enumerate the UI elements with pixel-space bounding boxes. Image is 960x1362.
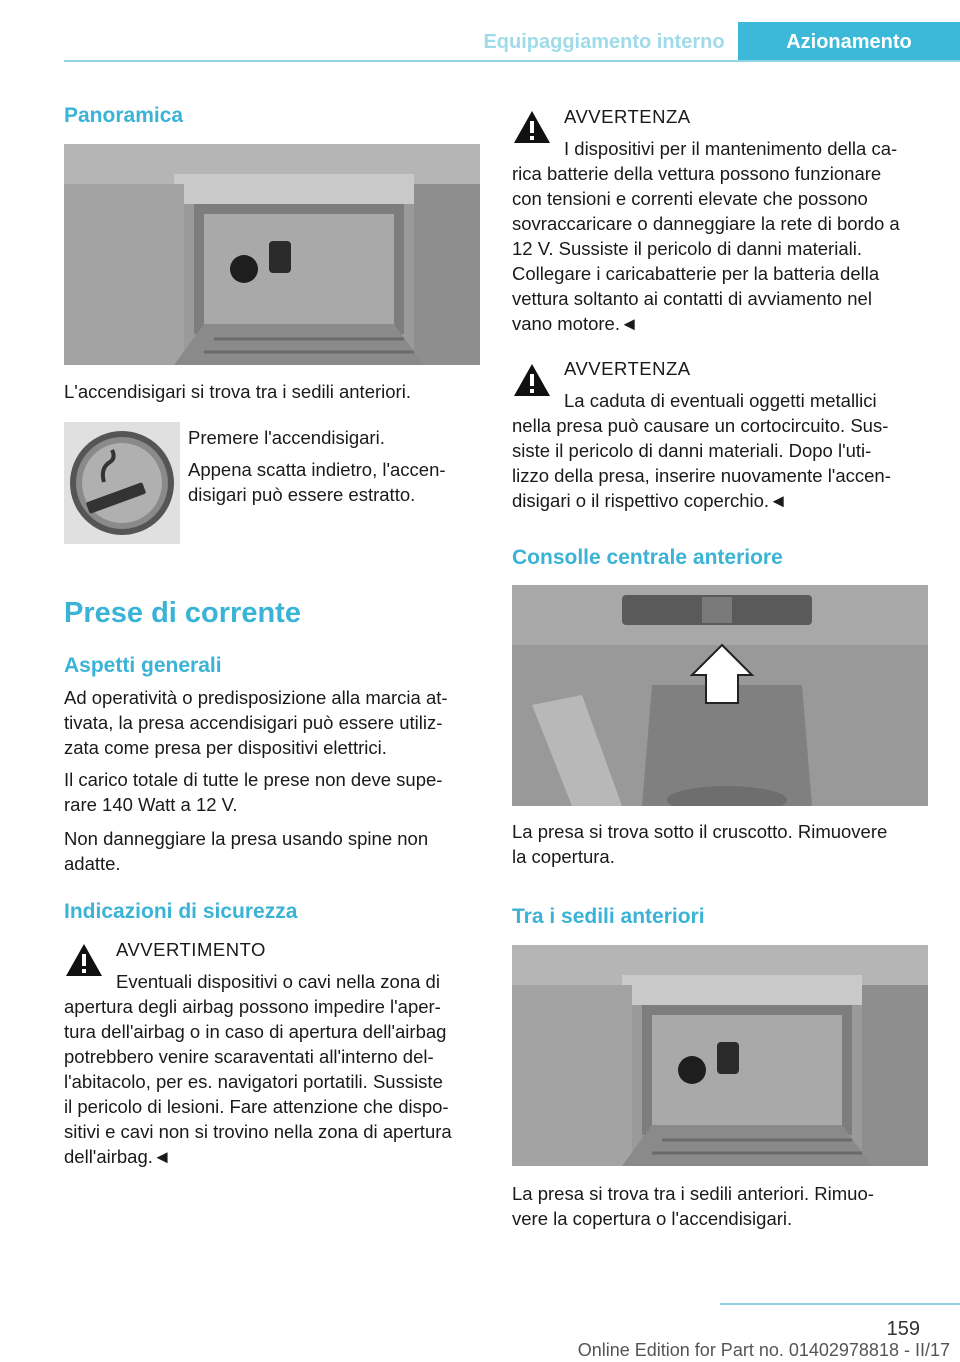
- header-bar: [470, 22, 960, 62]
- warning-3-first-line: La caduta di eventuali oggetti metallici: [564, 390, 877, 411]
- lighter-instruction-1: Premere l'accendisigari.: [188, 427, 385, 448]
- warning-icon: [512, 361, 552, 399]
- warning-icon: [512, 108, 552, 146]
- sicurezza-heading: Indicazioni di sicurezza: [64, 900, 298, 923]
- active-tab[interactable]: Azionamento: [738, 22, 960, 62]
- console-overview-photo: [64, 144, 480, 365]
- prese-heading: Prese di corrente: [64, 597, 301, 629]
- warning-1-title: AVVERTIMENTO: [116, 939, 266, 960]
- warning-3-text: nella presa può causare un cortocircuito. Sus- siste il pericolo di danni materiali. Dopo l'uti- lizzo della presa, inserire nuovamente l'accen- disigari o il rispettivo coperchio.◄: [512, 415, 891, 511]
- sedili-heading: Tra i sedili anteriori: [512, 905, 705, 928]
- aspetti-paragraph-1: Ad operatività o predisposizione alla marcia at- tivata, la presa accendisigari può essere utiliz- zata come presa per dispositivi elettrici.: [64, 687, 448, 758]
- panoramica-heading: Panoramica: [64, 104, 184, 127]
- seat-socket-photo: [512, 945, 928, 1166]
- panoramica-caption: L'accendisigari si trova tra i sedili anteriori.: [64, 381, 411, 402]
- warning-2-text: rica batterie della vettura possono funzionare con tensioni e correnti elevate che possono sovraccaricare o danneggiare la rete di bordo a 12 V. Sussiste il pericolo di danni materiali. Collegare i caricabatterie per la batteria della vettura soltanto ai contatti di avviamento nel vano motore.◄: [512, 163, 900, 334]
- lighter-instruction-2: Appena scatta indietro, l'accen- disigari può essere estratto.: [188, 459, 446, 505]
- section-tab[interactable]: Equipaggiamento interno: [483, 31, 725, 53]
- warning-icon: [64, 941, 104, 979]
- consolle-caption: La presa si trova sotto il cruscotto. Rimuovere la copertura.: [512, 821, 888, 867]
- sedili-caption: La presa si trova tra i sedili anteriori. Rimuo- vere la copertura o l'accendisigari.: [512, 1183, 874, 1229]
- footer-edition: Online Edition for Part no. 01402978818 - II/17: [577, 1340, 950, 1360]
- warning-3-title: AVVERTENZA: [564, 358, 691, 379]
- aspetti-heading: Aspetti generali: [64, 654, 222, 677]
- dashboard-socket-photo: [512, 585, 928, 806]
- cigarette-lighter-photo: [64, 422, 180, 544]
- warning-2-title: AVVERTENZA: [564, 106, 691, 127]
- warning-2-first-line: I dispositivi per il mantenimento della ca-: [564, 138, 898, 159]
- footer-rule: [720, 1303, 960, 1305]
- consolle-heading: Consolle centrale anteriore: [512, 546, 783, 569]
- page-number: 159: [886, 1318, 920, 1340]
- aspetti-paragraph-2: Il carico totale di tutte le prese non deve supe- rare 140 Watt a 12 V.: [64, 769, 443, 815]
- aspetti-paragraph-3: Non danneggiare la presa usando spine non adatte.: [64, 828, 429, 874]
- warning-1-text: apertura degli airbag possono impedire l'aper- tura dell'airbag o in caso di apertura dell'airbag potrebbero venire scaraventati all'interno del- l'abitacolo, per es. navigatori portatili. Sussiste il pericolo di lesioni. Fare attenzione che dispo- sitivi e cavi non si trovino nella zona di apertura dell'airbag.◄: [64, 996, 452, 1167]
- warning-1-first-line: Eventuali dispositivi o cavi nella zona di: [116, 971, 440, 992]
- header-rule: [64, 60, 960, 62]
